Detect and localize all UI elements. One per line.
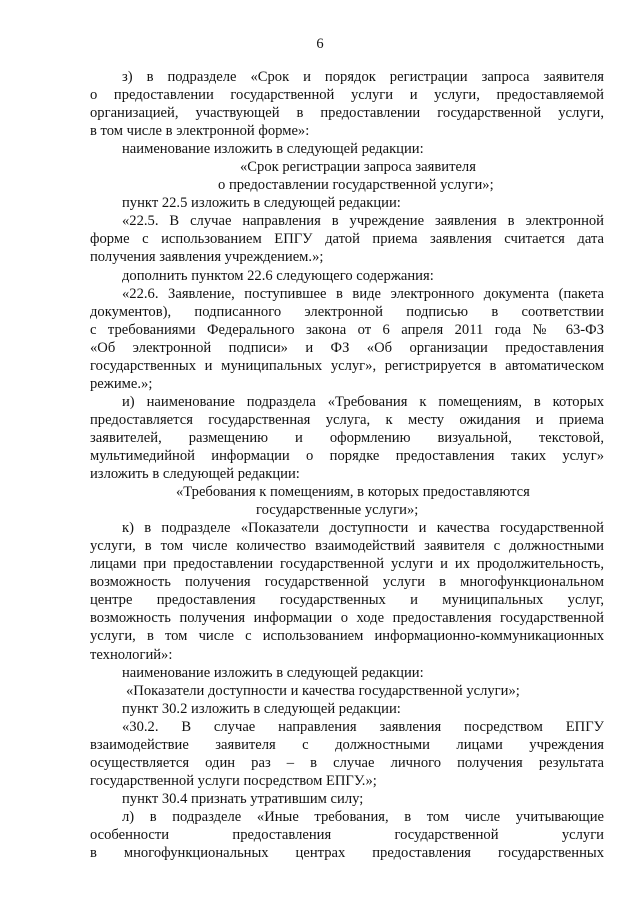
paragraph-line: предоставляется государственная услуга, к месту ожидания и приема [90, 411, 604, 428]
paragraph-line: документов), подписанного электронной подписью в соответствии [90, 303, 604, 320]
paragraph-line: получения заявления учреждением.»; [90, 249, 324, 266]
paragraph-line: о предоставлении государственной услуги и услуги, предоставляемой [90, 87, 604, 104]
paragraph-line: пункт 30.2 изложить в следующей редакции: [122, 700, 401, 717]
paragraph-line: услуги, в том числе количество взаимодействий заявителя с должностными [90, 538, 604, 555]
paragraph-line: «22.6. Заявление, поступившее в виде электронного документа (пакета [122, 285, 604, 302]
paragraph-line: возможность получения государственной услуги в многофункциональном [90, 574, 604, 591]
paragraph-line: наименование изложить в следующей редакции: [122, 664, 424, 681]
paragraph-line: к) в подразделе «Показатели доступности и качества государственной [122, 520, 604, 537]
paragraph-line: центре предоставления государственных и муниципальных услуг, [90, 592, 604, 609]
paragraph-line: «22.5. В случае направления в учреждение заявления в электронной [122, 213, 604, 230]
paragraph-line: лицами при предоставлении государственной услуги и их продолжительность, [90, 556, 604, 573]
paragraph-line: с требованиями Федерального закона от 6 апреля 2011 года № 63-ФЗ [90, 321, 604, 338]
paragraph-line: «Об электронной подписи» и ФЗ «Об организации предоставления [90, 339, 604, 356]
centered-heading-line: «Требования к помещениям, в которых предоставляются [176, 484, 530, 501]
document-body [90, 68, 604, 862]
paragraph-line: услуги, в том числе с использованием информационно-коммуникационных [90, 628, 604, 645]
paragraph-line: в том числе в электронной форме»: [90, 123, 310, 140]
paragraph-line: возможность получения информации о ходе предоставления государственной [90, 610, 604, 627]
paragraph-line: л) в подразделе «Иные требования, в том числе учитывающие [122, 808, 604, 825]
paragraph-line: государственных и муниципальных услуг», регистрируется в автоматическом [90, 357, 604, 374]
centered-heading-line: «Показатели доступности и качества государственной услуги»; [126, 682, 520, 699]
paragraph-line: заявителей, размещению и оформлению визуальной, текстовой, [90, 429, 604, 446]
paragraph-line: пункт 30.4 признать утратившим силу; [122, 790, 364, 807]
paragraph-line: изложить в следующей редакции: [90, 466, 300, 483]
centered-heading-line: государственные услуги»; [256, 502, 419, 519]
paragraph-line: дополнить пунктом 22.6 следующего содержания: [122, 267, 434, 284]
paragraph-line: в многофункциональных центрах предоставления государственных [90, 845, 604, 862]
centered-heading-line: «Срок регистрации запроса заявителя [240, 159, 476, 176]
paragraph-line: взаимодействие заявителя с должностными лицами учреждения [90, 736, 604, 753]
page-number: 6 [316, 36, 324, 52]
paragraph-line: организацией, участвующей в предоставлении государственной услуги, [90, 105, 604, 122]
paragraph-line: государственной услуги посредством ЕПГУ.»; [90, 772, 377, 789]
paragraph-line: з) в подразделе «Срок и порядок регистрации запроса заявителя [122, 69, 604, 85]
paragraph-line: режиме.»; [90, 375, 153, 392]
paragraph-line: мультимедийной информации о порядке предоставления таких услуг» [90, 447, 604, 464]
paragraph-line: пункт 22.5 изложить в следующей редакции: [122, 195, 401, 212]
paragraph-line: и) наименование подраздела «Требования к помещениям, в которых [122, 393, 604, 410]
paragraph-line: «30.2. В случае направления заявления посредством ЕПГУ [122, 718, 604, 735]
centered-heading-line: о предоставлении государственной услуги»; [218, 177, 494, 194]
paragraph-line: наименование изложить в следующей редакции: [122, 141, 424, 158]
paragraph-line: осуществляется один раз – в случае личного получения результата [90, 754, 604, 771]
paragraph-line: форме с использованием ЕПГУ датой приема заявления считается дата [90, 231, 604, 248]
paragraph-line: особенности предоставления государственной услуги [90, 826, 604, 843]
paragraph-line: технологий»: [90, 646, 173, 663]
